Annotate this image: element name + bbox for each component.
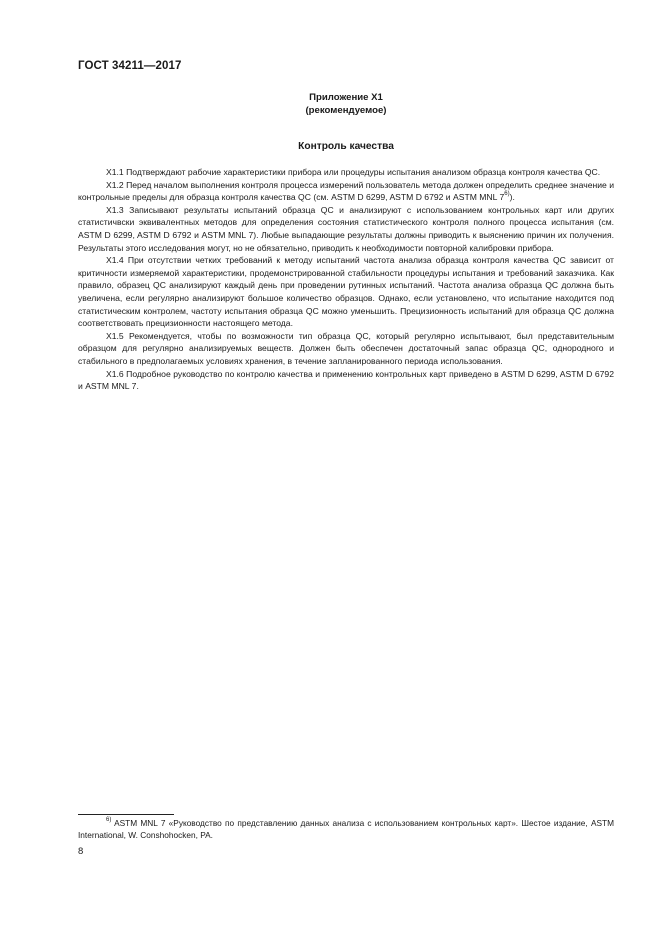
annex-status: (рекомендуемое) xyxy=(305,104,387,116)
paragraph-x1-3: X1.3 Записывают результаты испытаний образца QC и анализируют с использованием контрольных карт или других статистичвски эквивалентных методов для определения состояния статистического контроля полного процесса испытания (см. ASTM D 6299, ASTM D 6792 и ASTM MNL 7). Любые выпадающие результаты должны приводить к выяснению причин их получения. Результаты этого исследования могут, но не обязательно, приводить к необходимости повторной калибровки прибора. xyxy=(78,204,614,253)
footnote-text: ASTM MNL 7 «Руководство по представлению данных анализа с использованием контрольных карт». Шестое издание, ASTM International, W. Conshohocken, PA. xyxy=(78,818,614,840)
page-number: 8 xyxy=(78,846,84,857)
paragraph-x1-2-text: X1.2 Перед началом выполнения контроля процесса измерений пользователь метода должен определить среднее значение и контрольные пределы для образца контроля качества QC (см. ASTM D 6299, ASTM D 6792 и ASTM MNL 7 xyxy=(78,179,615,203)
footnote-marker: 6) xyxy=(106,817,112,824)
paragraph-x1-4: X1.4 При отсутствии четких требований к методу испытаний частота анализа образца контроля качества QC зависит от критичности измеряемой характеристики, продемонстрированной стабильности процедуры испытания и требований заказчика. Как правило, образец QC анализируют каждый день при проведении рутинных испытаний. Частота анализа образца QC должна быть увеличена, если регулярно анализируют большое количество образцов. Однако, если установлено, что испытание находится под статистическим контролем, частоту испытания образца QC можно уменьшить. Прецизионность испытаний для образца QC должна соответствовать прецизионности настоящего метода. xyxy=(78,255,614,329)
paragraph-x1-1: X1.1 Подтверждают рабочие характеристики прибора или процедуры испытания анализом образца контроля качества QC. xyxy=(106,167,601,177)
document-body xyxy=(78,166,614,393)
annex-title: Приложение X1 xyxy=(309,92,383,103)
footnote-reference: 6) xyxy=(504,191,510,198)
document-header: ГОСТ 34211—2017 xyxy=(78,60,182,72)
paragraph-x1-5: X1.5 Рекомендуется, чтобы по возможности тип образца QC, который регулярно испытывают, был представительным образцом для регулярно анализируемых веществ. Должен быть обеспечен достаточный запас образца QC, однородного и стабильного в предполагаемых условиях хранения, в течение запланированного периода использования. xyxy=(78,330,614,366)
section-title: Контроль качества xyxy=(298,141,394,152)
annex-heading xyxy=(0,92,661,117)
footnote-divider xyxy=(78,814,174,815)
paragraph-x1-2 xyxy=(78,179,614,204)
paragraph-x1-2-end: ). xyxy=(509,192,515,203)
paragraph-x1-6: X1.6 Подробное руководство по контролю качества и применению контрольных карт приведено в ASTM D 6299, ASTM D 6792 и ASTM MNL 7. xyxy=(78,368,614,392)
footnote xyxy=(78,818,614,841)
